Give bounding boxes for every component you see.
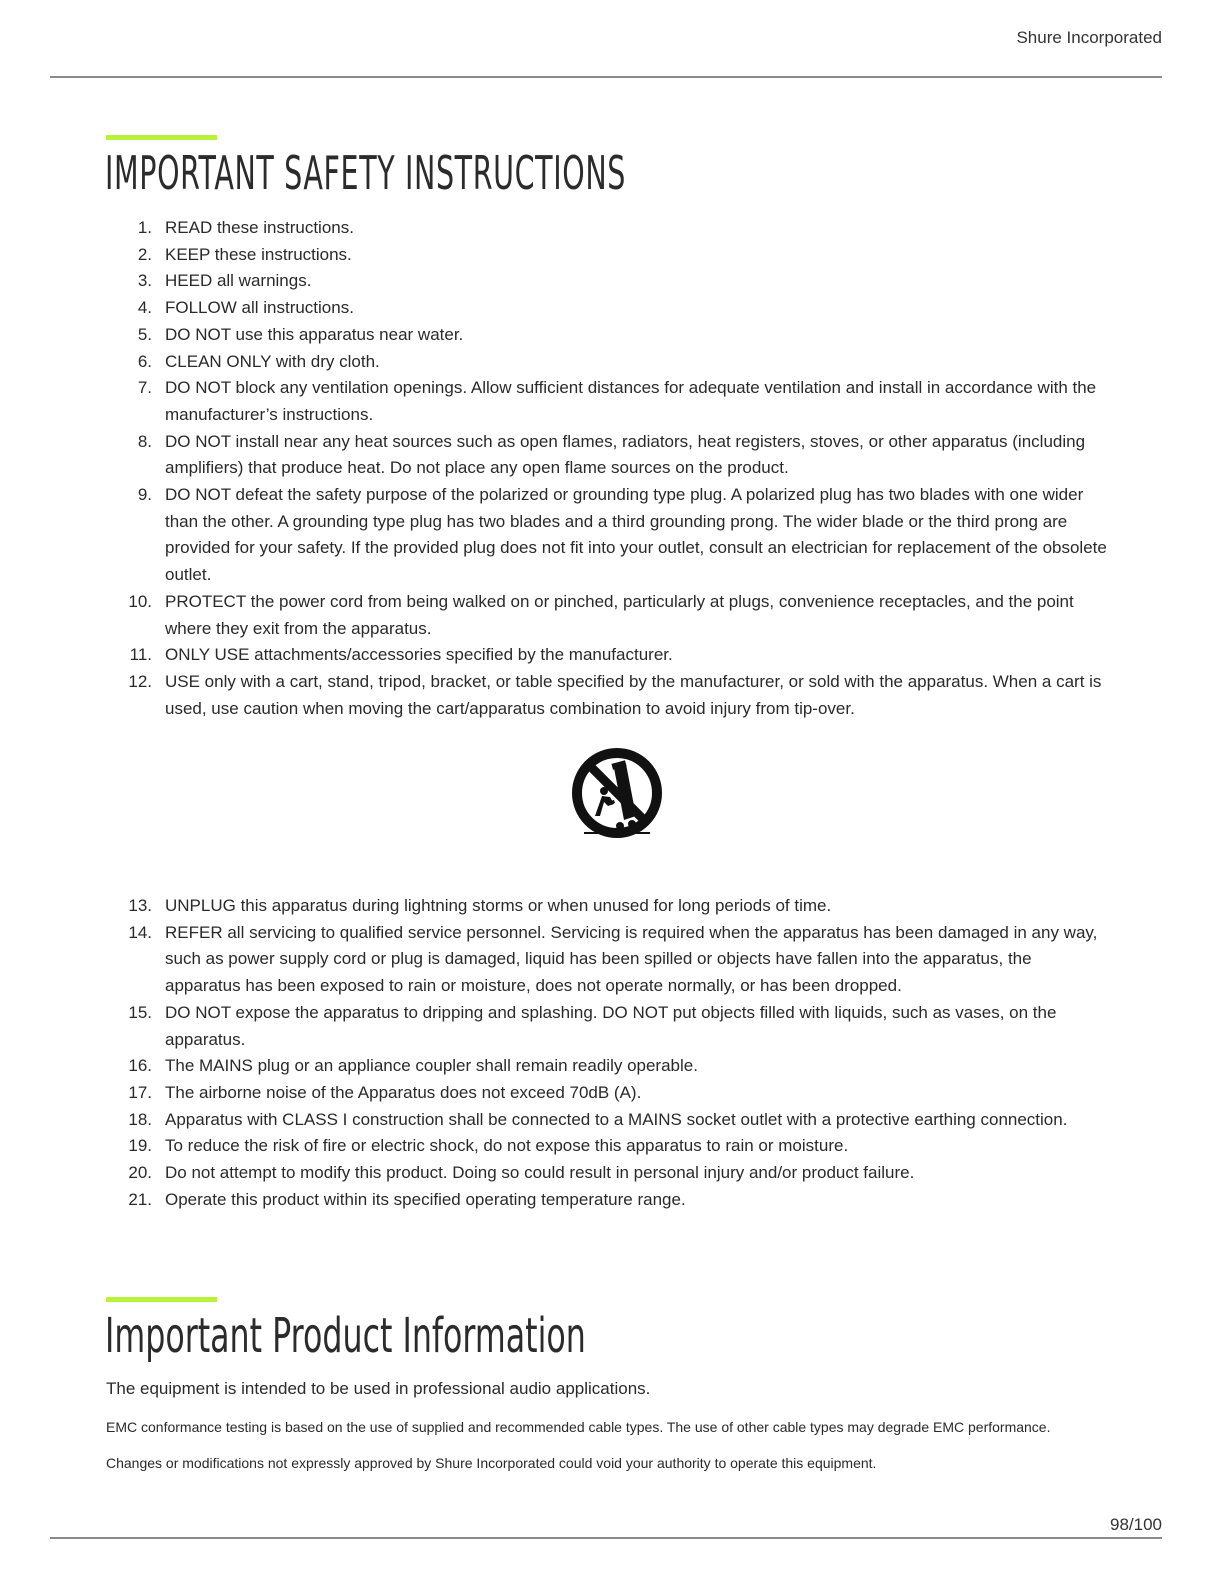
product-info-title: Important Product Information <box>105 1308 586 1364</box>
list-item <box>137 322 1110 349</box>
list-item-number: 8. <box>137 431 152 451</box>
list-item-number: 1. <box>137 218 152 237</box>
list-item-text: FOLLOW all instructions. <box>165 298 354 318</box>
list-item-text: The MAINS plug or an appliance coupler shall remain readily operable. <box>165 1056 698 1076</box>
list-item-text: PROTECT the power cord from being walked on or pinched, particularly at plugs, convenience receptacles, and the point where they exit from the apparatus. <box>165 591 1074 638</box>
list-item-number: 18. <box>128 1109 152 1129</box>
list-item <box>129 642 1110 669</box>
list-item-number: 10. <box>128 591 152 611</box>
list-item-number: 3. <box>137 271 152 291</box>
list-item-text: ONLY USE attachments/accessories specified by the manufacturer. <box>165 645 673 665</box>
safety-instructions-list-continued <box>128 893 1110 1213</box>
list-item-text: To reduce the risk of fire or electric shock, do not expose this apparatus to rain or moisture. <box>165 1136 849 1156</box>
list-item-text: Apparatus with CLASS I construction shall be connected to a MAINS socket outlet with a protective earthing connection. <box>165 1109 1068 1129</box>
list-item <box>128 1053 1110 1080</box>
list-item <box>128 920 1110 1000</box>
list-item <box>128 1107 1110 1134</box>
modification-note: Changes or modifications not expressly approved by Shure Incorporated could void your authority to operate this equipment. <box>106 1455 877 1471</box>
list-item-text: USE only with a cart, stand, tripod, bracket, or table specified by the manufacturer, or sold with the apparatus. When a cart is used, use caution when moving the cart/apparatus combination to avoid injury from tip-over. <box>165 671 1102 718</box>
list-item-number: 15. <box>128 1002 152 1022</box>
list-item <box>128 1080 1110 1107</box>
list-item <box>128 1187 1110 1214</box>
page-number: 98/100 <box>1110 1515 1162 1534</box>
list-item <box>137 429 1110 482</box>
list-item-number: 9. <box>137 485 152 505</box>
list-item-text: Operate this product within its specified operating temperature range. <box>165 1189 686 1209</box>
list-item <box>128 1000 1110 1053</box>
list-item-number: 13. <box>128 896 152 915</box>
section-accent-bar <box>106 135 217 140</box>
list-item-number: 7. <box>137 378 152 398</box>
list-item-text: DO NOT use this apparatus near water. <box>165 324 464 344</box>
list-item <box>128 1133 1110 1160</box>
header-company-name: Shure Incorporated <box>1016 28 1162 47</box>
list-item <box>128 589 1110 642</box>
list-item <box>128 669 1110 722</box>
list-item-number: 17. <box>128 1082 152 1102</box>
cart-warning-icon <box>568 746 666 842</box>
list-item-number: 11. <box>129 645 152 665</box>
list-item <box>137 375 1110 428</box>
list-item-number: 5. <box>137 324 152 344</box>
list-item-number: 6. <box>137 351 152 371</box>
list-item-text: CLEAN ONLY with dry cloth. <box>165 351 380 371</box>
list-item-text: REFER all servicing to qualified service personnel. Servicing is required when the apparatus has been damaged in any way, such as power supply cord or plug is damaged, liquid has been spilled or objects have fallen into the apparatus, the apparatus has been exposed to rain or moisture, does not operate normally, or has been dropped. <box>165 922 1098 996</box>
list-item-number: 12. <box>128 671 152 691</box>
list-item-text: UNPLUG this apparatus during lightning storms or when unused for long periods of time. <box>165 896 832 915</box>
list-item <box>128 1160 1110 1187</box>
product-info-intro: The equipment is intended to be used in professional audio applications. <box>106 1379 651 1398</box>
list-item <box>137 482 1110 589</box>
list-item-text: READ these instructions. <box>165 218 354 237</box>
list-item-text: The airborne noise of the Apparatus does not exceed 70dB (A). <box>165 1082 642 1102</box>
footer-divider <box>50 1537 1162 1539</box>
list-item-number: 14. <box>128 922 152 942</box>
header-divider <box>50 76 1162 78</box>
list-item-text: HEED all warnings. <box>165 271 312 291</box>
safety-title: IMPORTANT SAFETY INSTRUCTIONS <box>105 146 626 200</box>
list-item <box>137 295 1110 322</box>
emc-note: EMC conformance testing is based on the use of supplied and recommended cable types. The use of other cable types may degrade EMC performance. <box>106 1419 1051 1435</box>
list-item-number: 19. <box>128 1136 152 1156</box>
list-item-text: KEEP these instructions. <box>165 244 352 264</box>
list-item <box>137 349 1110 376</box>
list-item-number: 20. <box>128 1163 152 1183</box>
section-accent-bar <box>106 1297 217 1302</box>
list-item <box>128 893 1110 920</box>
list-item-number: 2. <box>137 244 152 264</box>
list-item <box>137 242 1110 269</box>
safety-instructions-list <box>128 215 1110 722</box>
list-item-text: Do not attempt to modify this product. Doing so could result in personal injury and/or product failure. <box>165 1163 915 1183</box>
list-item-number: 4. <box>137 298 152 318</box>
list-item-text: DO NOT defeat the safety purpose of the polarized or grounding type plug. A polarized plug has two blades with one wider than the other. A grounding type plug has two blades and a third grounding prong. The wider blade or the third prong are provided for your safety. If the provided plug does not fit into your outlet, consult an electrician for replacement of the obsolete outlet. <box>165 485 1107 585</box>
list-item-number: 21. <box>128 1189 152 1209</box>
list-item-number: 16. <box>128 1056 152 1076</box>
list-item-text: DO NOT block any ventilation openings. Allow sufficient distances for adequate ventilation and install in accordance with the manufacturer’s instructions. <box>165 378 1097 424</box>
list-item-text: DO NOT install near any heat sources such as open flames, radiators, heat registers, stoves, or other apparatus (including amplifiers) that produce heat. Do not place any open flame sources on the product. <box>165 431 1086 478</box>
list-item-text: DO NOT expose the apparatus to dripping and splashing. DO NOT put objects filled with liquids, such as vases, on the apparatus. <box>165 1002 1057 1049</box>
list-item <box>137 215 1110 242</box>
list-item <box>137 268 1110 295</box>
